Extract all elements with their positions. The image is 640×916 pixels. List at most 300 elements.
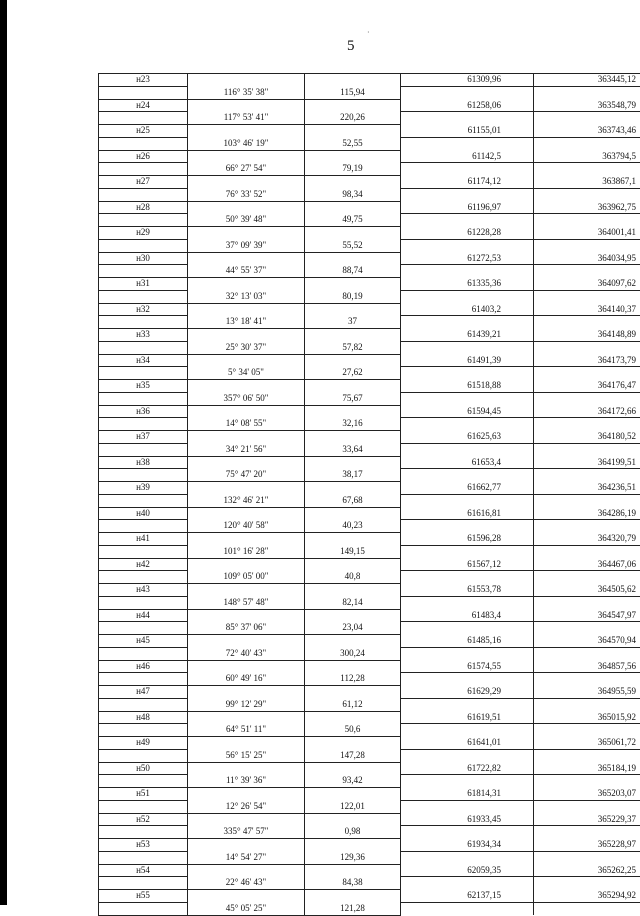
x-empty xyxy=(401,571,534,584)
point-id: н32 xyxy=(99,303,188,316)
point-id: н53 xyxy=(99,839,188,852)
x-empty xyxy=(401,469,534,482)
y-empty xyxy=(534,877,640,890)
x-empty xyxy=(401,316,534,329)
angle-cell xyxy=(188,533,305,546)
segment-row xyxy=(99,775,640,788)
x-coordinate: 61491,39 xyxy=(401,354,534,367)
point-row xyxy=(99,405,640,418)
distance-cell xyxy=(305,558,401,571)
direction-angle: 45° 05' 25" xyxy=(188,902,305,915)
x-empty xyxy=(401,86,534,99)
y-empty xyxy=(534,545,640,558)
x-coordinate: 61629,29 xyxy=(401,686,534,699)
x-empty xyxy=(401,698,534,711)
segment-length: 52,55 xyxy=(305,137,401,150)
angle-cell xyxy=(188,635,305,648)
segment-length: 88,74 xyxy=(305,265,401,278)
distance-cell xyxy=(305,176,401,189)
segment-row xyxy=(99,341,640,354)
angle-cell xyxy=(188,558,305,571)
y-empty xyxy=(534,367,640,380)
direction-angle: 357° 06' 50" xyxy=(188,392,305,405)
scan-speck: · xyxy=(367,28,370,37)
segment-length: 27,62 xyxy=(305,367,401,380)
coordinates-table xyxy=(98,73,640,916)
segment-row xyxy=(99,596,640,609)
y-empty xyxy=(534,163,640,176)
point-id-empty xyxy=(99,877,188,890)
direction-angle: 101° 16' 28" xyxy=(188,545,305,558)
point-id: н30 xyxy=(99,252,188,265)
angle-cell xyxy=(188,839,305,852)
point-row xyxy=(99,864,640,877)
distance-cell xyxy=(305,99,401,112)
point-id-empty xyxy=(99,112,188,125)
segment-length: 98,34 xyxy=(305,188,401,201)
point-id-empty xyxy=(99,545,188,558)
y-coordinate: 365061,72 xyxy=(534,737,640,750)
y-coordinate: 364955,59 xyxy=(534,686,640,699)
point-id-empty xyxy=(99,137,188,150)
segment-row xyxy=(99,392,640,405)
point-id-empty xyxy=(99,443,188,456)
x-coordinate: 62059,35 xyxy=(401,864,534,877)
x-empty xyxy=(401,749,534,762)
point-row xyxy=(99,788,640,801)
point-row xyxy=(99,660,640,673)
direction-angle: 76° 33' 52" xyxy=(188,188,305,201)
angle-cell xyxy=(188,201,305,214)
x-empty xyxy=(401,673,534,686)
y-coordinate: 364140,37 xyxy=(534,303,640,316)
x-coordinate: 61616,81 xyxy=(401,507,534,520)
x-empty xyxy=(401,290,534,303)
page-number: 5 xyxy=(347,38,355,55)
direction-angle: 25° 30' 37" xyxy=(188,341,305,354)
x-empty xyxy=(401,724,534,737)
y-coordinate: 363743,46 xyxy=(534,125,640,138)
y-empty xyxy=(534,851,640,864)
x-empty xyxy=(401,239,534,252)
point-id: н51 xyxy=(99,788,188,801)
x-coordinate: 61174,12 xyxy=(401,176,534,189)
y-coordinate: 365184,19 xyxy=(534,762,640,775)
point-id: н39 xyxy=(99,482,188,495)
point-id: н38 xyxy=(99,456,188,469)
y-coordinate: 364505,62 xyxy=(534,584,640,597)
point-id-empty xyxy=(99,902,188,915)
point-id-empty xyxy=(99,775,188,788)
y-empty xyxy=(534,622,640,635)
y-empty xyxy=(534,673,640,686)
angle-cell xyxy=(188,890,305,903)
distance-cell xyxy=(305,660,401,673)
point-row xyxy=(99,252,640,265)
direction-angle: 60° 49' 16" xyxy=(188,673,305,686)
segment-row xyxy=(99,800,640,813)
direction-angle: 50° 39' 48" xyxy=(188,214,305,227)
distance-cell xyxy=(305,864,401,877)
x-coordinate: 61485,16 xyxy=(401,635,534,648)
x-empty xyxy=(401,902,534,915)
point-id: н33 xyxy=(99,329,188,342)
y-coordinate: 363445,12 xyxy=(534,74,640,87)
y-empty xyxy=(534,749,640,762)
x-coordinate: 61142,5 xyxy=(401,150,534,163)
direction-angle: 120° 40' 58" xyxy=(188,520,305,533)
x-coordinate: 61309,96 xyxy=(401,74,534,87)
x-coordinate: 62137,15 xyxy=(401,890,534,903)
x-coordinate: 61653,4 xyxy=(401,456,534,469)
direction-angle: 117° 53' 41" xyxy=(188,112,305,125)
x-empty xyxy=(401,137,534,150)
point-id-empty xyxy=(99,724,188,737)
point-id-empty xyxy=(99,341,188,354)
segment-row xyxy=(99,443,640,456)
distance-cell xyxy=(305,609,401,622)
point-row xyxy=(99,303,640,316)
point-row xyxy=(99,839,640,852)
point-id: н25 xyxy=(99,125,188,138)
y-empty xyxy=(534,86,640,99)
x-coordinate: 61814,31 xyxy=(401,788,534,801)
x-coordinate: 61641,01 xyxy=(401,737,534,750)
point-id: н23 xyxy=(99,74,188,87)
y-empty xyxy=(534,443,640,456)
y-coordinate: 364857,56 xyxy=(534,660,640,673)
distance-cell xyxy=(305,354,401,367)
angle-cell xyxy=(188,507,305,520)
angle-cell xyxy=(188,660,305,673)
distance-cell xyxy=(305,686,401,699)
angle-cell xyxy=(188,99,305,112)
point-id: н52 xyxy=(99,813,188,826)
point-id: н26 xyxy=(99,150,188,163)
segment-row xyxy=(99,494,640,507)
angle-cell xyxy=(188,252,305,265)
point-row xyxy=(99,431,640,444)
segment-row xyxy=(99,316,640,329)
point-id: н49 xyxy=(99,737,188,750)
y-empty xyxy=(534,596,640,609)
angle-cell xyxy=(188,329,305,342)
y-coordinate: 364034,95 xyxy=(534,252,640,265)
point-id: н34 xyxy=(99,354,188,367)
point-id-empty xyxy=(99,188,188,201)
x-empty xyxy=(401,775,534,788)
angle-cell xyxy=(188,303,305,316)
point-id-empty xyxy=(99,163,188,176)
segment-row xyxy=(99,188,640,201)
point-id-empty xyxy=(99,622,188,635)
x-empty xyxy=(401,112,534,125)
direction-angle: 109° 05' 00" xyxy=(188,571,305,584)
point-row xyxy=(99,201,640,214)
direction-angle: 116° 35' 38" xyxy=(188,86,305,99)
x-coordinate: 61594,45 xyxy=(401,405,534,418)
distance-cell xyxy=(305,405,401,418)
segment-length: 75,67 xyxy=(305,392,401,405)
point-id: н41 xyxy=(99,533,188,546)
point-row xyxy=(99,762,640,775)
segment-length: 37 xyxy=(305,316,401,329)
angle-cell xyxy=(188,609,305,622)
point-id: н50 xyxy=(99,762,188,775)
segment-row xyxy=(99,571,640,584)
segment-row xyxy=(99,137,640,150)
point-id-empty xyxy=(99,392,188,405)
direction-angle: 99° 12' 29" xyxy=(188,698,305,711)
segment-row xyxy=(99,469,640,482)
point-id: н45 xyxy=(99,635,188,648)
segment-row xyxy=(99,749,640,762)
segment-length: 220,26 xyxy=(305,112,401,125)
distance-cell xyxy=(305,839,401,852)
distance-cell xyxy=(305,456,401,469)
x-empty xyxy=(401,214,534,227)
segment-length: 55,52 xyxy=(305,239,401,252)
segment-length: 82,14 xyxy=(305,596,401,609)
segment-length: 79,19 xyxy=(305,163,401,176)
point-row xyxy=(99,380,640,393)
point-row xyxy=(99,278,640,291)
x-empty xyxy=(401,622,534,635)
point-id-empty xyxy=(99,800,188,813)
point-row xyxy=(99,99,640,112)
segment-row xyxy=(99,86,640,99)
x-coordinate: 61272,53 xyxy=(401,252,534,265)
x-coordinate: 61662,77 xyxy=(401,482,534,495)
point-id: н28 xyxy=(99,201,188,214)
point-id: н54 xyxy=(99,864,188,877)
y-empty xyxy=(534,826,640,839)
segment-row xyxy=(99,265,640,278)
segment-row xyxy=(99,902,640,915)
angle-cell xyxy=(188,431,305,444)
point-id-empty xyxy=(99,214,188,227)
point-id: н29 xyxy=(99,227,188,240)
segment-length: 33,64 xyxy=(305,443,401,456)
direction-angle: 5° 34' 05" xyxy=(188,367,305,380)
x-empty xyxy=(401,163,534,176)
direction-angle: 66° 27' 54" xyxy=(188,163,305,176)
angle-cell xyxy=(188,456,305,469)
x-coordinate: 61596,28 xyxy=(401,533,534,546)
y-coordinate: 363794,5 xyxy=(534,150,640,163)
direction-angle: 72° 40' 43" xyxy=(188,647,305,660)
x-empty xyxy=(401,341,534,354)
segment-row xyxy=(99,622,640,635)
point-row xyxy=(99,150,640,163)
segment-length: 49,75 xyxy=(305,214,401,227)
y-coordinate: 365015,92 xyxy=(534,711,640,724)
angle-cell xyxy=(188,227,305,240)
segment-length: 80,19 xyxy=(305,290,401,303)
point-id: н40 xyxy=(99,507,188,520)
y-coordinate: 365262,25 xyxy=(534,864,640,877)
distance-cell xyxy=(305,635,401,648)
x-empty xyxy=(401,826,534,839)
distance-cell xyxy=(305,890,401,903)
point-row xyxy=(99,686,640,699)
segment-length: 40,8 xyxy=(305,571,401,584)
point-id: н35 xyxy=(99,380,188,393)
point-id-empty xyxy=(99,596,188,609)
y-empty xyxy=(534,647,640,660)
point-id-empty xyxy=(99,469,188,482)
segment-length: 121,28 xyxy=(305,902,401,915)
point-id-empty xyxy=(99,698,188,711)
direction-angle: 75° 47' 20" xyxy=(188,469,305,482)
x-coordinate: 61933,45 xyxy=(401,813,534,826)
point-id: н43 xyxy=(99,584,188,597)
x-empty xyxy=(401,188,534,201)
distance-cell xyxy=(305,380,401,393)
x-empty xyxy=(401,596,534,609)
angle-cell xyxy=(188,150,305,163)
distance-cell xyxy=(305,737,401,750)
angle-cell xyxy=(188,125,305,138)
y-coordinate: 364236,51 xyxy=(534,482,640,495)
distance-cell xyxy=(305,227,401,240)
y-coordinate: 364173,79 xyxy=(534,354,640,367)
point-row xyxy=(99,176,640,189)
direction-angle: 64° 51' 11" xyxy=(188,724,305,737)
point-id-empty xyxy=(99,265,188,278)
y-empty xyxy=(534,418,640,431)
direction-angle: 148° 57' 48" xyxy=(188,596,305,609)
segment-length: 84,38 xyxy=(305,877,401,890)
distance-cell xyxy=(305,431,401,444)
point-row xyxy=(99,711,640,724)
point-row xyxy=(99,456,640,469)
x-empty xyxy=(401,545,534,558)
distance-cell xyxy=(305,533,401,546)
y-coordinate: 363962,75 xyxy=(534,201,640,214)
direction-angle: 14° 08' 55" xyxy=(188,418,305,431)
point-id: н37 xyxy=(99,431,188,444)
point-id-empty xyxy=(99,86,188,99)
angle-cell xyxy=(188,278,305,291)
point-id: н31 xyxy=(99,278,188,291)
point-row xyxy=(99,635,640,648)
direction-angle: 22° 46' 43" xyxy=(188,877,305,890)
angle-cell xyxy=(188,686,305,699)
distance-cell xyxy=(305,813,401,826)
point-id: н48 xyxy=(99,711,188,724)
segment-row xyxy=(99,520,640,533)
x-empty xyxy=(401,647,534,660)
distance-cell xyxy=(305,303,401,316)
y-empty xyxy=(534,214,640,227)
x-coordinate: 61196,97 xyxy=(401,201,534,214)
point-row xyxy=(99,813,640,826)
point-id: н27 xyxy=(99,176,188,189)
direction-angle: 13° 18' 41" xyxy=(188,316,305,329)
y-coordinate: 364172,66 xyxy=(534,405,640,418)
y-empty xyxy=(534,724,640,737)
y-coordinate: 364097,62 xyxy=(534,278,640,291)
segment-length: 67,68 xyxy=(305,494,401,507)
segment-row xyxy=(99,724,640,737)
direction-angle: 85° 37' 06" xyxy=(188,622,305,635)
x-empty xyxy=(401,851,534,864)
point-row xyxy=(99,533,640,546)
point-id-empty xyxy=(99,290,188,303)
y-coordinate: 363867,1 xyxy=(534,176,640,189)
segment-row xyxy=(99,214,640,227)
segment-row xyxy=(99,851,640,864)
segment-length: 300,24 xyxy=(305,647,401,660)
x-empty xyxy=(401,494,534,507)
direction-angle: 335° 47' 57" xyxy=(188,826,305,839)
segment-row xyxy=(99,112,640,125)
distance-cell xyxy=(305,278,401,291)
point-row xyxy=(99,558,640,571)
point-id-empty xyxy=(99,494,188,507)
y-empty xyxy=(534,290,640,303)
distance-cell xyxy=(305,762,401,775)
angle-cell xyxy=(188,380,305,393)
x-coordinate: 61155,01 xyxy=(401,125,534,138)
distance-cell xyxy=(305,329,401,342)
x-coordinate: 61574,55 xyxy=(401,660,534,673)
x-empty xyxy=(401,392,534,405)
angle-cell xyxy=(188,762,305,775)
segment-row xyxy=(99,290,640,303)
x-coordinate: 61403,2 xyxy=(401,303,534,316)
point-row xyxy=(99,609,640,622)
y-empty xyxy=(534,239,640,252)
x-empty xyxy=(401,520,534,533)
point-id-empty xyxy=(99,239,188,252)
point-row xyxy=(99,329,640,342)
y-empty xyxy=(534,494,640,507)
y-empty xyxy=(534,112,640,125)
segment-row xyxy=(99,647,640,660)
segment-row xyxy=(99,698,640,711)
y-empty xyxy=(534,571,640,584)
y-coordinate: 365229,37 xyxy=(534,813,640,826)
distance-cell xyxy=(305,711,401,724)
segment-length: 129,36 xyxy=(305,851,401,864)
y-coordinate: 365294,92 xyxy=(534,890,640,903)
point-row xyxy=(99,125,640,138)
direction-angle: 32° 13' 03" xyxy=(188,290,305,303)
segment-length: 112,28 xyxy=(305,673,401,686)
x-empty xyxy=(401,265,534,278)
distance-cell xyxy=(305,507,401,520)
x-empty xyxy=(401,418,534,431)
distance-cell xyxy=(305,584,401,597)
segment-length: 57,82 xyxy=(305,341,401,354)
point-id: н55 xyxy=(99,890,188,903)
segment-length: 115,94 xyxy=(305,86,401,99)
y-empty xyxy=(534,265,640,278)
segment-row xyxy=(99,673,640,686)
point-row xyxy=(99,227,640,240)
y-empty xyxy=(534,902,640,915)
distance-cell xyxy=(305,252,401,265)
direction-angle: 56° 15' 25" xyxy=(188,749,305,762)
segment-length: 147,28 xyxy=(305,749,401,762)
distance-cell xyxy=(305,125,401,138)
y-coordinate: 364286,19 xyxy=(534,507,640,520)
y-coordinate: 364467,06 xyxy=(534,558,640,571)
x-empty xyxy=(401,877,534,890)
y-coordinate: 364176,47 xyxy=(534,380,640,393)
